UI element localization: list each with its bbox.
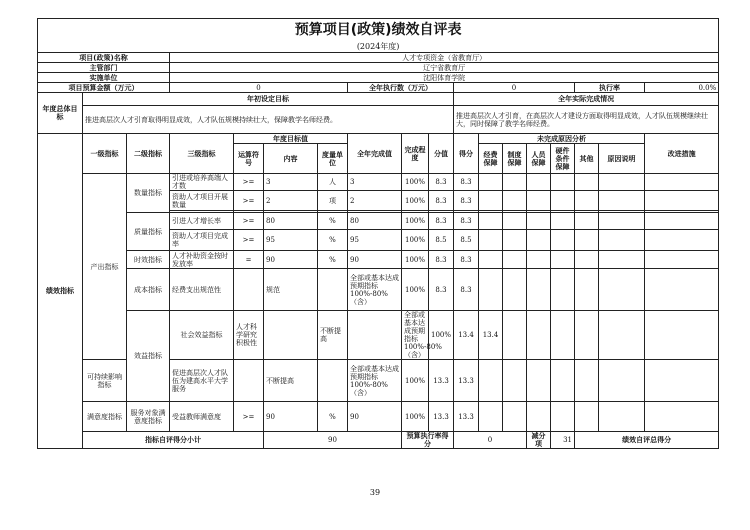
subtotal-label: 指标自评得分小计 (83, 432, 264, 449)
evaluation-sheet (37, 18, 717, 449)
row-reason-hardware (551, 174, 575, 191)
row-score: 8.3 (429, 213, 454, 230)
budget-score-label: 预算执行率得分 (402, 432, 454, 449)
row-reason-system (503, 269, 527, 311)
row-level3: 引进人才增长率 (170, 213, 234, 230)
row-improve (645, 191, 719, 211)
deduct-value: 31 (551, 432, 575, 449)
level2-quantity: 数量指标 (127, 174, 170, 213)
row-score: 8.5 (429, 230, 454, 251)
row-reason-desc (599, 174, 645, 191)
row-improve (645, 402, 719, 432)
row-reason-hardware (551, 230, 575, 251)
level2-quality: 质量指标 (127, 213, 170, 251)
row-unit (348, 311, 402, 360)
row-reason-hardware (575, 311, 599, 360)
header-reason-staff: 人员保障 (527, 144, 551, 174)
row-reason-desc (599, 269, 645, 311)
row-reason-funds (479, 251, 503, 269)
row-unit: % (318, 251, 348, 269)
row-got-score: 8.3 (454, 251, 479, 269)
row-reason-other (575, 251, 599, 269)
row-reason-hardware (551, 360, 575, 402)
goal-actual-text: 推进高层次人才引育，在高层次人才建设方面取得明显成效，人才队伍规模继续壮大，同时保障了教学名师经费。 (454, 106, 719, 134)
row-reason-other (575, 230, 599, 251)
row-reason-staff (551, 311, 575, 360)
level1-effect: 效益指标 (127, 311, 170, 402)
row-reason-funds (479, 360, 503, 402)
row-score: 13.4 (454, 311, 479, 360)
row-got-score: 8.3 (454, 269, 479, 311)
header-reason-system: 制度保障 (503, 144, 527, 174)
row-operator: >= (234, 213, 264, 230)
row-got-score: 8.3 (454, 213, 479, 230)
row-completion: 100% (402, 174, 429, 191)
row-completion: 100% (402, 360, 429, 402)
perf-label: 绩效指标 (38, 134, 83, 449)
row-reason-desc (645, 311, 719, 360)
row-operator (234, 360, 264, 402)
row-full-year: 80 (348, 213, 402, 230)
row-reason-other (575, 402, 599, 432)
row-reason-staff (527, 191, 551, 211)
row-reason-staff (527, 213, 551, 230)
row-reason-desc (599, 213, 645, 230)
row-reason-system (503, 360, 527, 402)
level1-output: 产出指标 (83, 174, 127, 360)
row-reason-desc (599, 251, 645, 269)
row-score: 13.3 (429, 360, 454, 402)
row-unit: 项 (318, 191, 348, 211)
row-improve (645, 174, 719, 191)
level2-timeliness: 时效指标 (127, 251, 170, 269)
row-completion: 100% (402, 251, 429, 269)
row-level3: 人才科学研究积极性 (234, 311, 264, 360)
level2-sustain: 可持续影响指标 (83, 360, 127, 402)
goal-set-header: 年初设定目标 (83, 93, 454, 106)
row-level3: 人才补助资金按时发放率 (170, 251, 234, 269)
row-reason-system (503, 191, 527, 211)
row-reason-hardware (551, 251, 575, 269)
row-reason-desc (599, 402, 645, 432)
row-reason-other (575, 174, 599, 191)
row-full-year: 全部或基本达成预期指标100%-80%（含） (348, 360, 402, 402)
row-unit: 人 (318, 174, 348, 191)
row-reason-funds (479, 191, 503, 211)
row-score: 8.3 (429, 174, 454, 191)
header-content: 内容 (264, 144, 318, 174)
row-operator: >= (234, 191, 264, 211)
header-operator: 运算符号 (234, 144, 264, 174)
row-full-year: 全部或基本达成预期指标100%-80%（含） (348, 269, 402, 311)
row-reason-system (503, 402, 527, 432)
exec-rate-label: 执行率 (575, 83, 645, 93)
row-got-score: 13.4 (479, 311, 503, 360)
goal-actual-header: 全年实际完成情况 (454, 93, 719, 106)
row-completion: 100% (402, 213, 429, 230)
row-level3: 促进高层次人才队伍为建高水平大学服务 (170, 360, 234, 402)
row-full-year: 3 (348, 174, 402, 191)
row-reason-hardware (551, 269, 575, 311)
row-reason-system (503, 174, 527, 191)
row-completion: 100% (402, 402, 429, 432)
row-level3: 资助人才项目开展数量 (170, 191, 234, 211)
header-unit: 度量单位 (318, 144, 348, 174)
row-got-score: 13.3 (454, 360, 479, 402)
row-got-score: 8.5 (454, 230, 479, 251)
row-improve (645, 269, 719, 311)
header-reason-funds: 经费保障 (479, 144, 503, 174)
project-name-label: 项目(政策)名称 (38, 53, 170, 63)
page-title: 预算项目(政策)绩效自评表 (38, 19, 719, 42)
evaluation-table (37, 18, 719, 449)
row-level3: 引进或培养高端人才数 (170, 174, 234, 191)
row-full-year: 90 (348, 402, 402, 432)
row-content: 规范 (264, 269, 318, 311)
row-content: 不断提高 (264, 360, 318, 402)
row-content: 90 (264, 251, 318, 269)
row-operator: >= (234, 174, 264, 191)
row-completion: 100% (402, 269, 429, 311)
row-full-year: 全部或基本达成预期指标100%-80%（含） (402, 311, 429, 360)
row-improve (645, 251, 719, 269)
subtotal-value: 90 (264, 432, 402, 449)
row-reason-funds (479, 269, 503, 311)
row-reason-desc (599, 230, 645, 251)
row-got-score: 8.3 (454, 191, 479, 211)
row-reason-staff (527, 402, 551, 432)
header-got-score: 得分 (454, 134, 479, 174)
budget-label: 项目预算金额（万元） (38, 83, 170, 93)
row-reason-staff (527, 251, 551, 269)
row-got-score: 13.3 (454, 402, 479, 432)
row-reason-other (575, 213, 599, 230)
row-reason-staff (527, 174, 551, 191)
row-reason-funds (479, 230, 503, 251)
row-reason-other (599, 311, 645, 360)
row-reason-staff (527, 230, 551, 251)
dept-value: 辽宁省教育厅 (170, 63, 719, 73)
header-reason-other: 其他 (575, 144, 599, 174)
unit-value: 沈阳体育学院 (170, 73, 719, 83)
row-reason-staff (527, 269, 551, 311)
level2-social: 社会效益指标 (170, 311, 234, 360)
level2-service: 服务对象满意度指标 (127, 402, 170, 432)
exec-rate-value: 0.0% (645, 83, 719, 93)
row-operator: = (234, 251, 264, 269)
row-unit: % (318, 402, 348, 432)
header-full-year: 全年完成值 (348, 134, 402, 174)
row-reason-hardware (551, 213, 575, 230)
header-level1: 一级指标 (83, 134, 127, 174)
row-improve (645, 360, 719, 402)
row-improve (645, 213, 719, 230)
row-reason-system (503, 251, 527, 269)
row-reason-system (527, 311, 551, 360)
row-got-score: 8.3 (454, 174, 479, 191)
row-reason-hardware (551, 191, 575, 211)
header-level2: 二级指标 (127, 134, 170, 174)
row-score: 8.3 (429, 251, 454, 269)
row-operator: >= (234, 230, 264, 251)
dept-label: 主管部门 (38, 63, 170, 73)
row-reason-other (575, 269, 599, 311)
row-operator: >= (234, 402, 264, 432)
row-score: 13.3 (429, 402, 454, 432)
row-unit (318, 269, 348, 311)
row-reason-funds (479, 174, 503, 191)
header-reason-hardware: 硬件条件保障 (551, 144, 575, 174)
row-score: 8.3 (429, 191, 454, 211)
header-completion: 完成程度 (402, 134, 429, 174)
row-level3: 经费支出规范性 (170, 269, 234, 311)
goal-set-text: 推进高层次人才引育取得明显成效，人才队伍规模持续壮大，保障教学名师经费。 (83, 106, 454, 134)
goal-section-label: 年度总体目标 (38, 93, 83, 134)
budget-value: 0 (170, 83, 348, 93)
row-unit: % (318, 230, 348, 251)
row-reason-funds (479, 402, 503, 432)
row-reason-system (503, 230, 527, 251)
row-score: 8.3 (429, 269, 454, 311)
executed-value: 0 (454, 83, 575, 93)
row-reason-staff (527, 360, 551, 402)
page-number: 39 (369, 488, 381, 497)
level1-satisfaction: 满意度指标 (83, 402, 127, 432)
row-content: 不断提高 (318, 311, 348, 360)
level2-cost: 成本指标 (127, 269, 170, 311)
header-level3: 三级指标 (170, 134, 234, 174)
row-content: 90 (264, 402, 318, 432)
row-content: 80 (264, 213, 318, 230)
budget-score-value: 0 (454, 432, 527, 449)
row-reason-other (575, 360, 599, 402)
row-reason-desc (599, 191, 645, 211)
unit-label: 实施单位 (38, 73, 170, 83)
row-content: 2 (264, 191, 318, 211)
row-unit (318, 360, 348, 402)
deduct-label: 减分项 (527, 432, 551, 449)
row-full-year: 95 (348, 230, 402, 251)
row-completion: 100% (402, 230, 429, 251)
header-reason-desc: 原因说明 (599, 144, 645, 174)
row-completion: 100% (402, 191, 429, 211)
row-reason-desc (599, 360, 645, 402)
row-reason-system (503, 213, 527, 230)
row-level3: 受益教师满意度 (170, 402, 234, 432)
row-completion: 100% (429, 311, 454, 360)
row-reason-funds (503, 311, 527, 360)
row-reason-other (575, 191, 599, 211)
row-unit: % (318, 213, 348, 230)
row-operator (234, 269, 264, 311)
row-full-year: 90 (348, 251, 402, 269)
header-reasons: 未完成原因分析 (479, 134, 645, 144)
row-operator (264, 311, 318, 360)
row-full-year: 2 (348, 191, 402, 211)
row-level3: 资助人才项目完成率 (170, 230, 234, 251)
header-annual-target: 年度目标值 (234, 134, 348, 144)
header-improve: 改进措施 (645, 134, 719, 174)
row-reason-funds (479, 213, 503, 230)
report-year: (2024年度) (38, 42, 719, 53)
total-label: 绩效自评总得分 (575, 432, 719, 449)
row-improve (645, 230, 719, 251)
row-content: 3 (264, 174, 318, 191)
executed-label: 全年执行数（万元） (348, 83, 454, 93)
project-name-value: 人才专项资金（省教育厅） (170, 53, 719, 63)
row-reason-hardware (551, 402, 575, 432)
row-content: 95 (264, 230, 318, 251)
header-score: 分值 (429, 134, 454, 174)
